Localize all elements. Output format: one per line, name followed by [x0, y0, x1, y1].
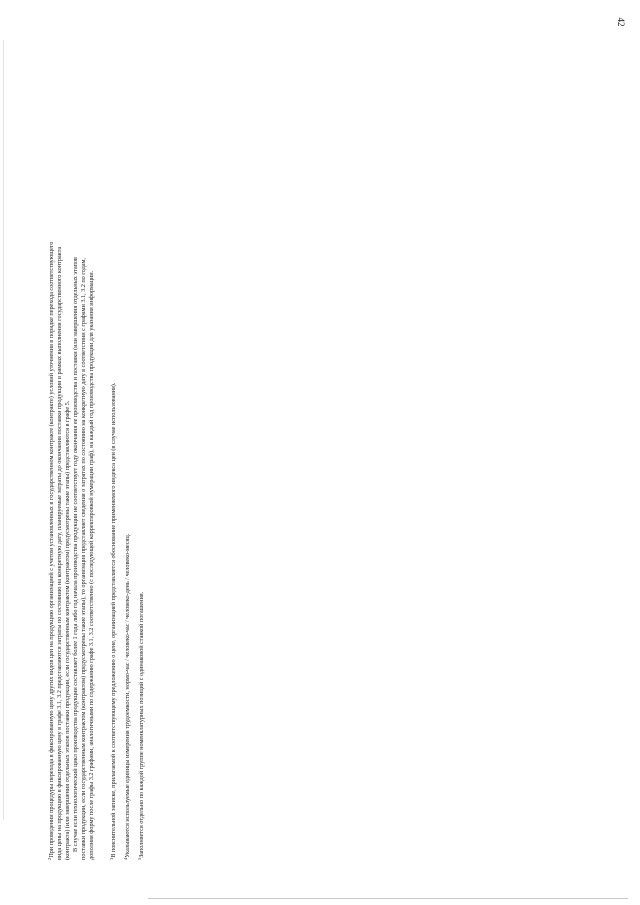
- footnote-2-para2-line-1: В случае если технологический цикл производства продукции составляет более 1 года либо год начала производства продукции не соответствует году окончания ее производства и поставки (или завершения отдельных этапов: [72, 257, 79, 852]
- bottom-border-line: [148, 898, 628, 899]
- footnotes-block: [48, 60, 158, 860]
- footnote-4: $^4$Указываются используемые единицы измерения трудоемкости, нормо-час / человеко-час / человеко-день / человеко-месяц.: [123, 533, 131, 860]
- footnote-2-line-3: (контракта) (или завершения отдельных этапов поставки продукции, если государственным контрактом (контрактом) предусмотрены такие этапы) представляются в графе 5.: [64, 400, 71, 860]
- footnote-2-line-1: $^2$При проведении процедуры перехода в фиксированную цену других видов цен на продукцию организацией с учетом установленных в государственном контракте (контракте) условий уточнения в порядке перехода соответствующего: [47, 241, 55, 860]
- footnote-2-para2-line-2: поставки продукции, если государственным контрактом (контрактом) предусмотрены такие этапы), то организация представляет сведения о затратах по состоянию на конкретную дату в соответствии с графами 3.1, 3.2 по годам,: [80, 258, 87, 860]
- footnote-2-para2-line-3: дополняя форму после графы 3.2 графами, аналогичными по содержанию графе 3.1, 3.2 соответственно (с последующей корректировкой нумерации граф), на каждый год производства продукции для указания информации.: [88, 270, 95, 860]
- page-number: 42: [616, 17, 626, 27]
- footnote-2-line-2: вида цены на продукцию в фиксированную цену в графе 3.1, 3.2 представляются затраты по состоянию на конкретную дату, планируемые затраты до окончания поставки продукции в рамках выполнения государственного контракта: [56, 246, 63, 860]
- footnote-5: $^5$Заполняется отдельно по каждой группе номенклатурных позиций с одинаковой ставкой погашения.: [137, 591, 145, 860]
- footnote-3: $^3$В пояснительной записке, прилагаемой к соответствующему предложению о цене, организацией представляется обоснование применяемого индекса цен (в случае использования).: [109, 382, 117, 860]
- scan-edge-line: [3, 40, 4, 820]
